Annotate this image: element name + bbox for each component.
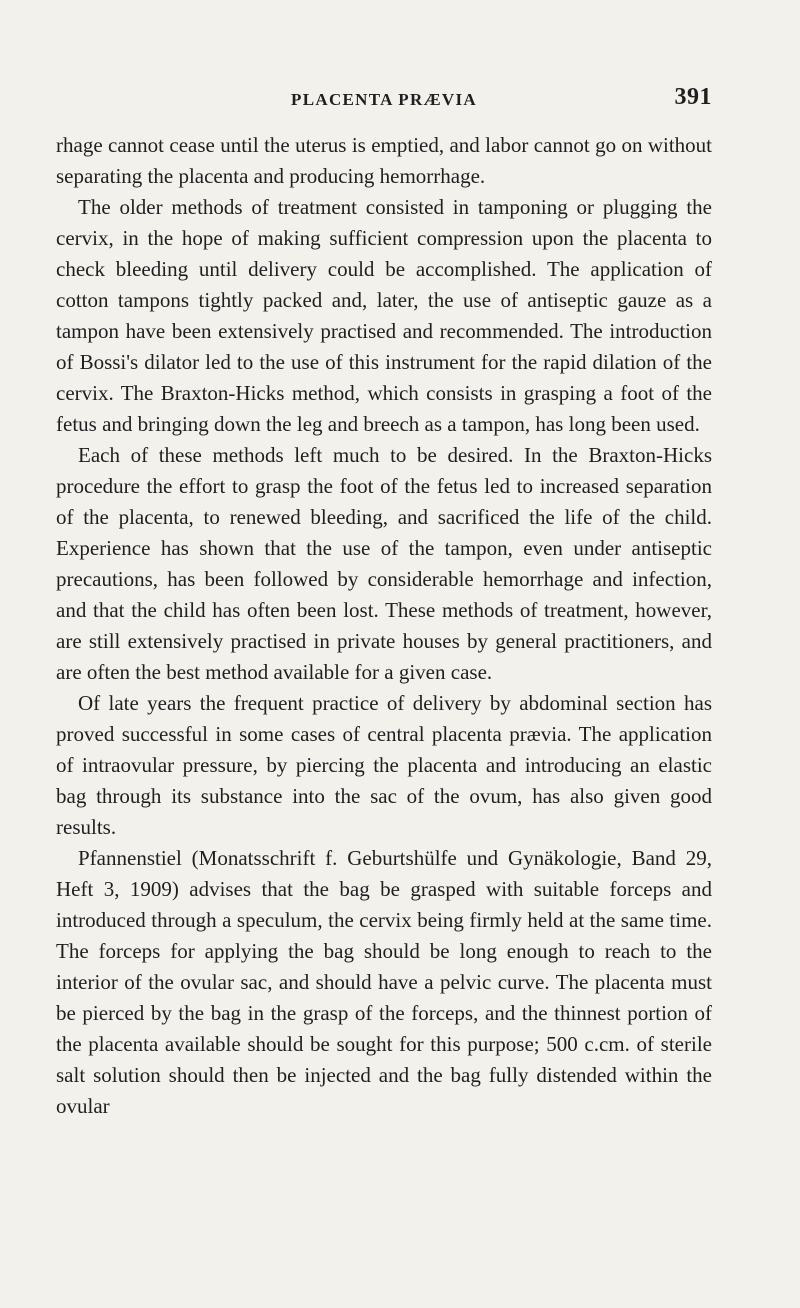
running-head (56, 84, 712, 114)
paragraph-pfannenstiel: Pfannenstiel (Monatsschrift f. Geburtshülfe und Gynäkologie, Band 29, Heft 3, 1909) advises that the bag be grasped with suitable forceps and introduced through a speculum, the cervix being firmly held at the same time. The forceps for applying the bag should be long enough to reach to the interior of the ovular sac, and should have a pelvic curve. The placenta must be pierced by the bag in the grasp of the forceps, and the thinnest portion of the placenta available should be sought for this purpose; 500 c.cm. of sterile salt solution should then be injected and the bag fully distended within the ovular (56, 846, 712, 1118)
body-text (56, 130, 712, 1122)
paragraph-methods-evaluation: Each of these methods left much to be desired. In the Braxton-Hicks procedure the effort to grasp the foot of the fetus led to increased separation of the placenta, to renewed bleeding, and sacrificed the life of the child. Experience has shown that the use of the tampon, even under antiseptic precautions, has been followed by considerable hemorrhage and infection, and that the child has often been lost. These methods of treatment, however, are still extensively practised in private houses by general practitioners, and are often the best method available for a given case. (56, 443, 712, 684)
paragraph-abdominal-section: Of late years the frequent practice of delivery by abdominal section has proved successful in some cases of central placenta prævia. The application of intraovular pressure, by piercing the placenta and introducing an elastic bag through its substance into the sac of the ovum, has also given good results. (56, 691, 712, 839)
paragraph-older-methods: The older methods of treatment consisted in tamponing or plugging the cervix, in the hope of making sufficient compression upon the placenta to check bleeding until delivery could be accomplished. The application of cotton tampons tightly packed and, later, the use of antiseptic gauze as a tampon have been extensively practised and recommended. The introduction of Bossi's dilator led to the use of this instrument for the rapid dilation of the cervix. The Braxton-Hicks method, which consists in grasping a foot of the fetus and bringing down the leg and breech as a tampon, has long been used. (56, 195, 712, 436)
page-number: 391 (674, 84, 712, 110)
paragraph-continuation: rhage cannot cease until the uterus is emptied, and labor cannot go on without separating the placenta and producing hemorrhage. (56, 133, 712, 188)
running-title: PLACENTA PRÆVIA (291, 90, 477, 109)
